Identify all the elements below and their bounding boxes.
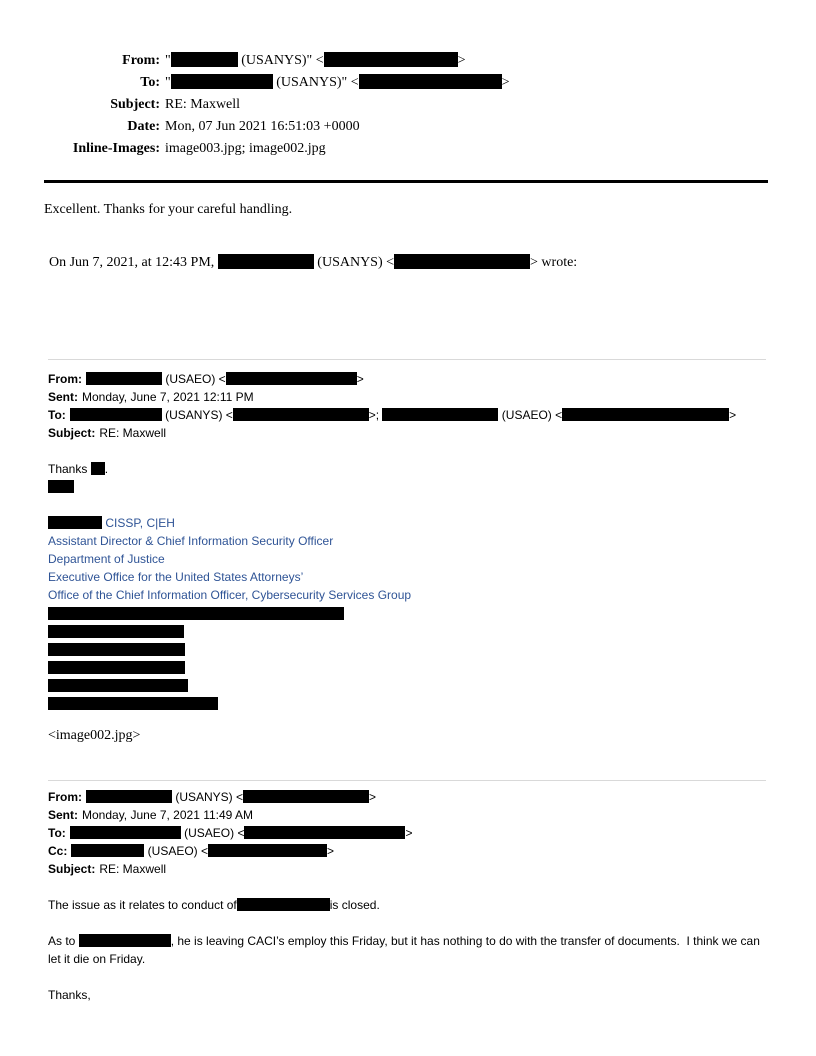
redaction-box (324, 52, 458, 67)
email1-date-row (0, 116, 816, 138)
redaction-bar (48, 625, 184, 638)
subject-value: RE: Maxwell (165, 97, 241, 112)
from-label: From: (122, 53, 160, 68)
cc-label: Cc: (48, 844, 68, 858)
email3-closing: Thanks, (48, 988, 91, 1002)
redaction-bar (48, 607, 344, 620)
email1-from-row (0, 50, 816, 72)
blank-line (48, 878, 766, 896)
redaction-box (394, 254, 530, 269)
redaction-box (382, 408, 498, 421)
redaction-box (91, 462, 105, 475)
inline-images-value: image003.jpg; image002.jpg (165, 141, 326, 156)
blank-line (48, 914, 766, 932)
from-org: (USANYS) < (172, 790, 244, 804)
redaction-box (562, 408, 729, 421)
signature-certifications: CISSP, C|EH (102, 516, 175, 530)
cc-org: (USAEO) < (144, 844, 209, 858)
header-divider-rule (44, 180, 768, 183)
from-label: From: (48, 372, 82, 386)
from-open-quote: " (165, 53, 171, 68)
from-org: (USANYS)" < (237, 53, 324, 68)
sent-value: Monday, June 7, 2021 11:49 AM (82, 808, 254, 822)
sent-label: Sent: (48, 808, 78, 822)
p2-pre-text: As to (48, 934, 79, 948)
email1-subject-row (0, 94, 816, 116)
email1-quote-intro (49, 254, 766, 271)
from-org: (USAEO) < (162, 372, 226, 386)
sent-label: Sent: (48, 390, 78, 404)
redaction-bar (48, 679, 188, 692)
blank-line (48, 442, 766, 460)
email3-from-row (48, 788, 766, 806)
email1-header (0, 50, 816, 160)
blank-line (48, 496, 766, 514)
signature-org-line-3: Office of the Chief Information Officer, Cybersecurity Services Group (48, 588, 412, 602)
redaction-bar (48, 697, 218, 710)
to-label: To: (140, 75, 160, 90)
email2-from-row (48, 370, 766, 388)
from-close-bracket: > (356, 372, 364, 386)
to-org: (USAEO) < (180, 826, 245, 840)
sent-value: Monday, June 7, 2021 12:11 PM (82, 390, 254, 404)
from-label: From: (48, 790, 82, 804)
redaction-box (171, 74, 273, 89)
subject-label: Subject: (48, 862, 96, 876)
subject-value: RE: Maxwell (99, 426, 167, 440)
to-close-bracket: > (501, 75, 510, 90)
from-value (160, 50, 466, 72)
to-close-bracket: > (729, 408, 737, 422)
to-separator: >; (368, 408, 383, 422)
redaction-box (79, 934, 171, 947)
subject-label: Subject: (48, 426, 96, 440)
thanks-period: . (104, 462, 109, 476)
redaction-box (48, 480, 74, 493)
email2-sent-row (48, 388, 766, 406)
from-close-bracket: > (369, 790, 377, 804)
to-open-quote: " (165, 75, 171, 90)
subject-label: Subject: (110, 97, 160, 112)
redaction-box (71, 844, 144, 857)
date-value: Mon, 07 Jun 2021 16:51:03 +0000 (165, 119, 360, 134)
thanks-text: Thanks (48, 462, 91, 476)
to-org-1: (USANYS) < (161, 408, 233, 422)
quote-intro-post: > wrote: (530, 255, 578, 270)
quoted-email-3 (48, 780, 766, 1004)
email1-body-line: Excellent. Thanks for your careful handling. (44, 202, 293, 217)
to-label: To: (48, 826, 66, 840)
inline-image-placeholder: <image002.jpg> (48, 728, 141, 743)
redaction-box (70, 408, 162, 421)
email2-subject-row (48, 424, 766, 442)
redaction-box (208, 844, 327, 857)
email3-sent-row (48, 806, 766, 824)
signature-name-line (48, 514, 766, 532)
email3-cc-row (48, 842, 766, 860)
redaction-box (70, 826, 181, 839)
signature-org-line-2: Executive Office for the United States Attorneys’ (48, 570, 304, 584)
to-org-2: (USAEO) < (498, 408, 563, 422)
blank-line (48, 968, 766, 986)
redaction-box (233, 408, 369, 421)
to-label: To: (48, 408, 66, 422)
quote-intro-org: (USANYS) < (313, 255, 395, 270)
to-org: (USANYS)" < (272, 75, 359, 90)
p1-pre-text: The issue as it relates to conduct of (48, 898, 237, 912)
email1-to-row (0, 72, 816, 94)
email3-to-row (48, 824, 766, 842)
redaction-box (218, 254, 314, 269)
redaction-bar (48, 661, 185, 674)
quoted-email-2 (48, 359, 766, 744)
redaction-box (86, 790, 172, 803)
signature-org-line-1: Department of Justice (48, 552, 165, 566)
date-label: Date: (127, 119, 160, 134)
email2-to-row (48, 406, 766, 424)
redaction-box (237, 898, 330, 911)
redaction-box (244, 826, 405, 839)
signature-title-line: Assistant Director & Chief Information Security Officer (48, 534, 334, 548)
inline-images-label: Inline-Images: (72, 141, 160, 156)
redaction-box (226, 372, 357, 385)
email3-subject-row (48, 860, 766, 878)
quote-intro-pre: On Jun 7, 2021, at 12:43 PM, (49, 255, 218, 270)
subject-value: RE: Maxwell (99, 862, 167, 876)
email3-body-p1 (48, 896, 766, 914)
email2-redacted-name-line (48, 478, 766, 496)
p1-post-text: is closed. (329, 898, 380, 912)
redaction-box (86, 372, 162, 385)
to-close-bracket: > (405, 826, 413, 840)
email2-thanks-line (48, 460, 766, 478)
p2-post-text: , he is leaving CACI’s employ this Friday, but it has nothing to do with the transfer of documents. I think we can let it die on Friday. (48, 934, 764, 966)
redaction-bar (48, 643, 185, 656)
email1-inline-images-row (0, 138, 816, 160)
redaction-box (359, 74, 502, 89)
redaction-box (48, 516, 102, 529)
redaction-box (243, 790, 369, 803)
to-value (160, 72, 510, 94)
redaction-box (171, 52, 238, 67)
cc-close-bracket: > (327, 844, 335, 858)
from-close-bracket: > (457, 53, 466, 68)
email3-body-p2 (48, 932, 766, 968)
